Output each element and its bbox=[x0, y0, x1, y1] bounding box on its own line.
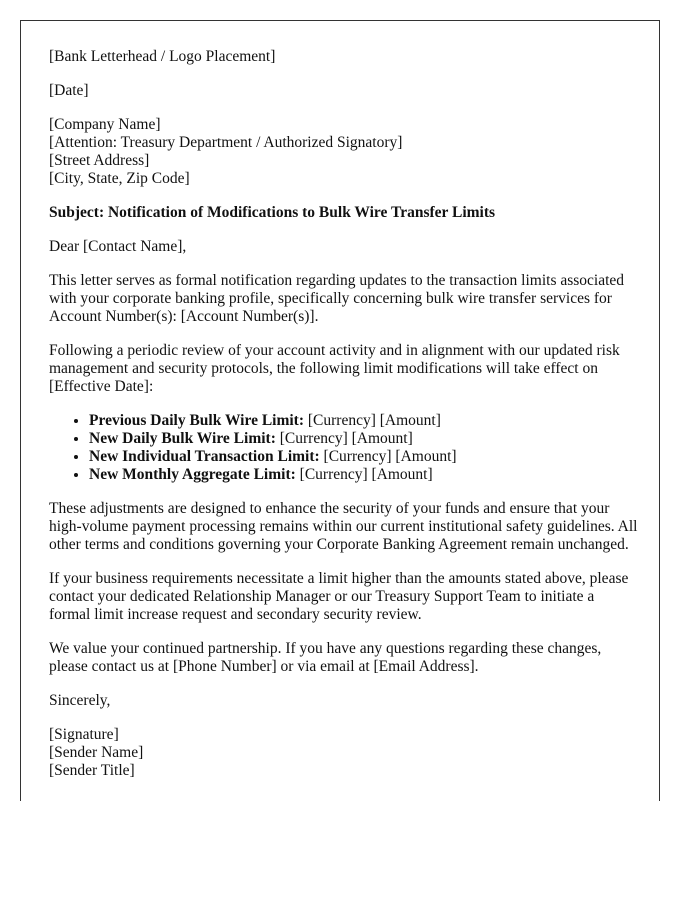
limit-label: New Daily Bulk Wire Limit: bbox=[89, 430, 276, 447]
signature-placeholder: [Signature] bbox=[49, 726, 119, 743]
limit-label: Previous Daily Bulk Wire Limit: bbox=[89, 412, 305, 429]
limit-item-previous-daily bbox=[89, 412, 639, 430]
paragraph-intro: This letter serves as formal notification regarding updates to the transaction limits associated with your corporate banking profile, specifically concerning bulk wire transfer services for Account Number(s): [Account Number(s)]. bbox=[49, 272, 625, 325]
closing: Sincerely, bbox=[49, 692, 111, 709]
paragraph-security: These adjustments are designed to enhance the security of your funds and ensure that your high-volume payment processing remains within our current institutional safety guidelines. All other terms and conditions governing your Corporate Banking Agreement remain unchanged. bbox=[49, 500, 638, 553]
letter-page bbox=[20, 20, 660, 801]
letter-content bbox=[49, 48, 639, 796]
sender-name: [Sender Name] bbox=[49, 744, 144, 761]
recipient-company: [Company Name] bbox=[49, 116, 161, 133]
recipient-street: [Street Address] bbox=[49, 152, 150, 169]
limit-value: [Currency] [Amount] bbox=[295, 466, 433, 483]
signature-block bbox=[49, 726, 639, 780]
letterhead-placeholder: [Bank Letterhead / Logo Placement] bbox=[49, 48, 276, 65]
limit-item-individual bbox=[89, 448, 639, 466]
date-placeholder: [Date] bbox=[49, 82, 89, 99]
limit-item-monthly bbox=[89, 466, 639, 484]
limit-label: New Monthly Aggregate Limit: bbox=[89, 466, 296, 483]
limit-label: New Individual Transaction Limit: bbox=[89, 448, 320, 465]
salutation: Dear [Contact Name], bbox=[49, 238, 187, 255]
paragraph-review: Following a periodic review of your account activity and in alignment with our updated risk management and security protocols, the following limit modifications will take effect on [Effective Date]: bbox=[49, 342, 620, 395]
limit-value: [Currency] [Amount] bbox=[275, 430, 413, 447]
limit-item-new-daily bbox=[89, 430, 639, 448]
recipient-address bbox=[49, 116, 639, 188]
limits-list bbox=[49, 412, 639, 484]
subject-line: Subject: Notification of Modifications to Bulk Wire Transfer Limits bbox=[49, 204, 496, 221]
paragraph-increase-request: If your business requirements necessitate a limit higher than the amounts stated above, please contact your dedicated Relationship Manager or our Treasury Support Team to initiate a formal limit increase request and secondary security review. bbox=[49, 570, 629, 623]
recipient-attention: [Attention: Treasury Department / Authorized Signatory] bbox=[49, 134, 403, 151]
sender-title: [Sender Title] bbox=[49, 762, 135, 779]
paragraph-contact: We value your continued partnership. If you have any questions regarding these changes, please contact us at [Phone Number] or via email at [Email Address]. bbox=[49, 640, 602, 675]
limit-value: [Currency] [Amount] bbox=[304, 412, 441, 429]
limit-value: [Currency] [Amount] bbox=[319, 448, 457, 465]
recipient-city: [City, State, Zip Code] bbox=[49, 170, 190, 187]
